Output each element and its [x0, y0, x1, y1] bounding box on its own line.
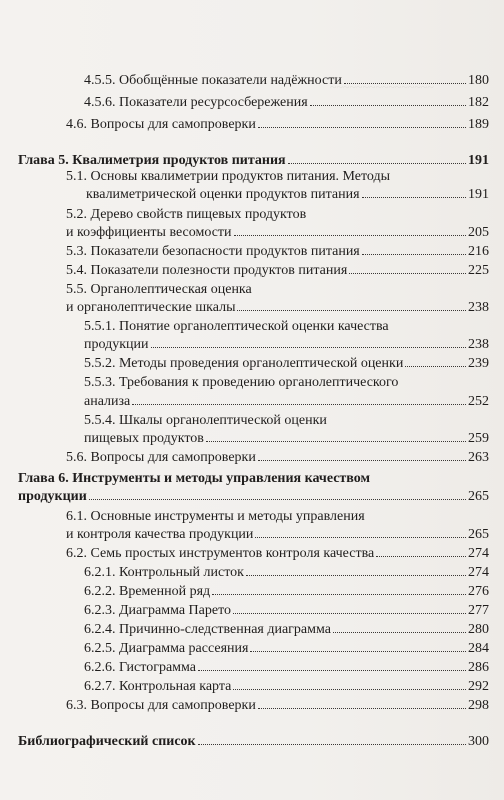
toc-entry-title: 5.2. Дерево свойств пищевых продуктов	[66, 207, 307, 222]
toc-entry-title: 4.6. Вопросы для самопроверки	[66, 117, 256, 132]
toc-entry	[66, 526, 489, 544]
dot-leader	[198, 659, 466, 671]
toc-entry	[66, 262, 489, 280]
toc-entry-title: продукции	[18, 489, 87, 504]
toc-entry-title: продукции	[84, 337, 149, 352]
toc-entry-title: Глава 5. Квалиметрия продуктов питания	[18, 153, 286, 168]
toc-entry	[84, 393, 489, 411]
toc-entry-title: 6.2.7. Контрольная карта	[84, 679, 232, 694]
toc-entry-title: 5.4. Показатели полезности продуктов питания	[66, 263, 348, 278]
dot-leader	[233, 678, 466, 690]
toc-entry	[66, 116, 489, 134]
toc-page-number: 298	[468, 698, 489, 713]
toc-entry	[84, 621, 489, 639]
toc-page-number: 238	[468, 337, 489, 352]
toc-entry	[66, 299, 489, 317]
toc-entry-title: 5.5.3. Требования к проведению органолептического	[84, 375, 399, 390]
toc-entry-title: Библиографический список	[18, 734, 196, 749]
toc-entry	[84, 564, 489, 582]
toc-page-number: 300	[468, 734, 489, 749]
toc-page-number: 189	[468, 117, 489, 132]
dot-leader	[258, 449, 466, 461]
toc-entry-title: 6.2.1. Контрольный листок	[84, 565, 244, 580]
toc-page-number: 274	[468, 546, 489, 561]
toc-entry	[84, 336, 489, 354]
toc-page-number: 182	[468, 95, 489, 110]
toc-bibliography	[18, 733, 489, 751]
toc-entry-title: квалиметрической оценки продуктов питания	[86, 187, 360, 202]
dot-leader	[198, 733, 466, 745]
dot-leader	[233, 602, 466, 614]
toc-page-number: 239	[468, 356, 489, 371]
toc-chapter-6: Глава 6. Инструменты и методы управления качеством	[18, 471, 371, 486]
dot-leader	[310, 94, 466, 106]
toc-page-number: 277	[468, 603, 489, 618]
dot-leader	[212, 583, 466, 595]
toc-page-number: 274	[468, 565, 489, 580]
toc-entry-title: 6.2.5. Диаграмма рассеяния	[84, 641, 249, 656]
toc-entry	[84, 430, 489, 448]
toc-entry-title: 5.1. Основы квалиметрии продуктов питания. Методы	[66, 169, 391, 184]
dot-leader	[132, 393, 466, 405]
toc-entry	[66, 243, 489, 261]
toc-entry	[84, 355, 489, 373]
toc-entry	[84, 659, 489, 677]
toc-entry	[84, 94, 489, 112]
toc-entry-title: 6.2.4. Причинно-следственная диаграмма	[84, 622, 331, 637]
toc-entry	[18, 488, 489, 506]
toc-entry-title: 5.5.4. Шкалы органолептической оценки	[84, 413, 327, 428]
toc-entry-title: 4.5.6. Показатели ресурсосбережения	[84, 95, 308, 110]
toc-entry-title: и коэффициенты весомости	[66, 225, 232, 240]
dot-leader	[234, 224, 466, 236]
toc-entry-title: 6.2.2. Временной ряд	[84, 584, 211, 599]
toc-entry-title: 6.3. Вопросы для самопроверки	[66, 698, 256, 713]
toc-entry	[84, 678, 489, 696]
dot-leader	[206, 430, 466, 442]
toc-page-number: 265	[468, 527, 489, 542]
dot-leader	[250, 640, 466, 652]
toc-page-number: 284	[468, 641, 489, 656]
toc-page-number: 238	[468, 300, 489, 315]
toc-entry	[66, 449, 489, 467]
toc-page-number: 276	[468, 584, 489, 599]
toc-entry	[84, 72, 489, 90]
toc-page-number: 191	[468, 187, 489, 202]
dot-leader	[258, 697, 466, 709]
toc-page-number: 280	[468, 622, 489, 637]
dot-leader	[288, 152, 466, 164]
toc-entry-title: анализа	[84, 394, 131, 409]
dot-leader	[237, 299, 466, 311]
dot-leader	[255, 526, 466, 538]
toc-page-number: 180	[468, 73, 489, 88]
toc-entry	[84, 640, 489, 658]
toc-entry-title: 6.2.6. Гистограмма	[84, 660, 196, 675]
toc-page-number: 286	[468, 660, 489, 675]
toc-page-number: 265	[468, 489, 489, 504]
toc-entry-title: 5.5.1. Понятие органолептической оценки качества	[84, 319, 389, 334]
toc-entry-title: 6.2. Семь простых инструментов контроля качества	[66, 546, 375, 561]
toc-entry-title: 6.2.3. Диаграмма Парето	[84, 603, 232, 618]
dot-leader	[333, 621, 466, 633]
dot-leader	[246, 564, 466, 576]
toc-entry-title: и органолептические шкалы	[66, 300, 236, 315]
toc-entry-title: 5.5.2. Методы проведения органолептической оценки	[84, 356, 404, 371]
toc-entry	[66, 545, 489, 563]
toc-page-number: 252	[468, 394, 489, 409]
toc-page-number: 205	[468, 225, 489, 240]
toc-page-number: 259	[468, 431, 489, 446]
toc-page-number: 191	[468, 153, 489, 168]
dot-leader	[376, 545, 466, 557]
toc-entry-title: 4.5.5. Обобщённые показатели надёжности	[84, 73, 342, 88]
bleed-through-text: ~~~~~~~~~~~~~~~~	[330, 80, 434, 94]
toc-entry	[66, 224, 489, 242]
toc-entry-title: и контроля качества продукции	[66, 527, 254, 542]
toc-entry-title: 5.5. Органолептическая оценка	[66, 282, 252, 297]
toc-entry-title: 5.3. Показатели безопасности продуктов питания	[66, 244, 360, 259]
toc-page-number: 225	[468, 263, 489, 278]
dot-leader	[151, 336, 467, 348]
toc-page-number: 292	[468, 679, 489, 694]
toc-entry	[84, 583, 489, 601]
dot-leader	[89, 488, 466, 500]
dot-leader	[405, 355, 466, 367]
toc-entry	[86, 186, 489, 204]
dot-leader	[362, 186, 466, 198]
dot-leader	[349, 262, 466, 274]
dot-leader	[344, 72, 466, 84]
dot-leader	[258, 116, 466, 128]
toc-entry	[84, 602, 489, 620]
toc-page-number: 216	[468, 244, 489, 259]
toc-entry	[66, 697, 489, 715]
toc-entry-title: пищевых продуктов	[84, 431, 204, 446]
toc-entry-title: 6.1. Основные инструменты и методы управления	[66, 509, 365, 524]
dot-leader	[362, 243, 466, 255]
toc-entry-title: 5.6. Вопросы для самопроверки	[66, 450, 256, 465]
toc-page-number: 263	[468, 450, 489, 465]
